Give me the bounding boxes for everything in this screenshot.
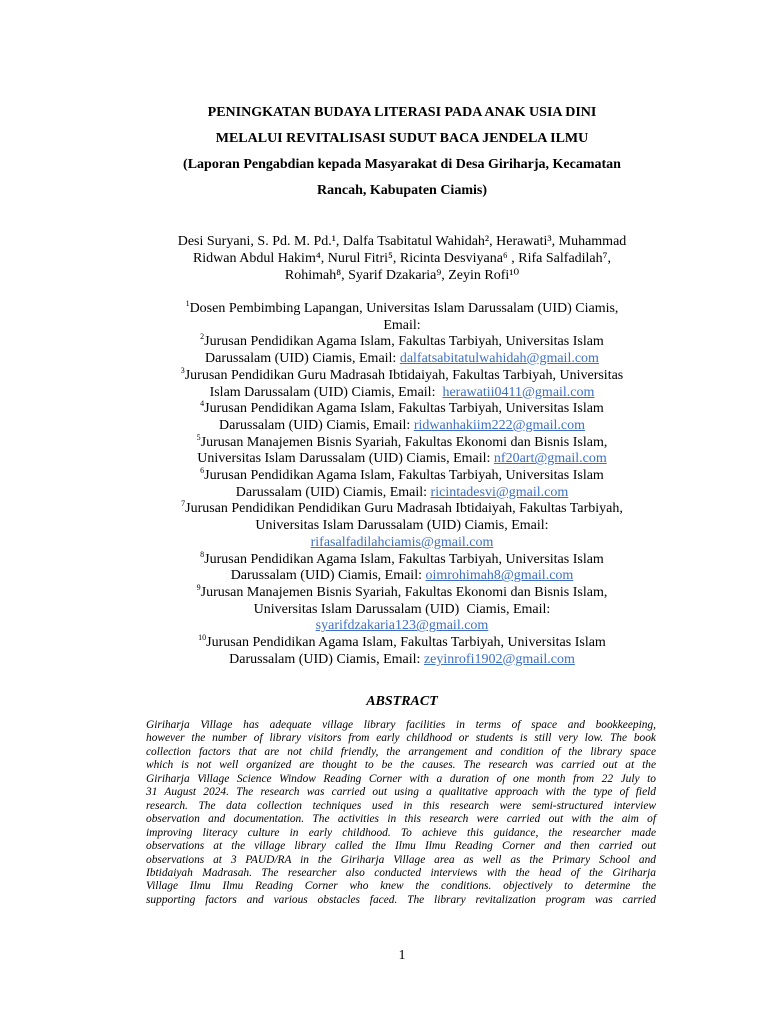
affiliation-number: 6 (200, 466, 205, 476)
abstract-line: which is not well organized are thought to be the causes. The research was carried out at the (146, 759, 656, 772)
affiliation-line (140, 568, 664, 585)
abstract-line: Ibtidaiyah Madrasah. The researcher also conducted interviews with the head of the Giriharja (146, 866, 656, 879)
email-link[interactable]: syarifdzakaria123@gmail.com (315, 618, 489, 634)
affiliation-text: Darussalam (UID) Ciamis, Email: (235, 484, 431, 500)
abstract-body (146, 719, 656, 907)
affiliation-text: Darussalam (UID) Ciamis, Email: (219, 417, 414, 433)
email-link[interactable]: oimrohimah8@gmail.com (425, 568, 574, 584)
email-link[interactable]: nf20art@gmail.com (493, 451, 607, 467)
affiliation-number: 1 (185, 299, 190, 308)
affiliation-text: Islam Darussalam (UID) Ciamis, Email: (209, 384, 443, 400)
affiliation-line (140, 468, 664, 485)
abstract-line: observations at 3 PAUD/RA in the Giriharja Village area as well as the Primary School and (146, 853, 656, 866)
affiliation-text: Universitas Islam Darussalam (UID) Ciamis, Email: (255, 518, 549, 534)
affiliation-text: Jurusan Pendidikan Pendidikan Guru Madrasah Ibtidaiyah, Fakultas Tarbiyah, (185, 501, 623, 517)
affiliation-text: Dosen Pembimbing Lapangan, Universitas Islam Darussalam (UID) Ciamis, (189, 301, 619, 316)
abstract-line: research. The data collection techniques used in this research were semi-structured interview (146, 799, 656, 812)
affiliation-line (140, 501, 664, 518)
affiliation-list (140, 301, 664, 668)
affiliation-text: Darussalam (UID) Ciamis, Email: (229, 651, 424, 667)
abstract-line: supporting factors and various obstacles faced. The library revitalization program was carried (146, 893, 656, 906)
affiliation-text: Jurusan Pendidikan Agama Islam, Fakultas Tarbiyah, Universitas Islam (204, 551, 604, 567)
email-link[interactable]: ricintadesvi@gmail.com (430, 484, 569, 500)
author-list (110, 233, 694, 284)
affiliation-number: 2 (200, 332, 205, 342)
affiliation-text: Jurusan Pendidikan Agama Islam, Fakultas Tarbiyah, Universitas Islam (204, 334, 604, 350)
subtitle-line: (Laporan Pengabdian kepada Masyarakat di Desa Giriharja, Kecamatan (183, 157, 621, 172)
abstract-line: collection factors that are not child friendly, the arrangement and condition of the library space (146, 745, 656, 758)
affiliation-text: Jurusan Pendidikan Agama Islam, Fakultas Tarbiyah, Universitas Islam (204, 468, 604, 484)
email-link[interactable]: dalfatsabitatulwahidah@gmail.com (399, 351, 599, 367)
abstract-line: Village Ilmu Ilmu Reading Corner who knew the conditions. objectively to determine the (146, 880, 656, 893)
affiliation-number: 3 (180, 365, 185, 375)
author-line: Ridwan Abdul Hakim⁴, Nurul Fitri⁵, Ricinta Desviyana⁶ , Rifa Salfadilah⁷, (192, 251, 612, 266)
affiliation-number: 10 (198, 633, 207, 643)
affiliation-text: Darussalam (UID) Ciamis, Email: (205, 351, 400, 367)
affiliation-number: 8 (200, 549, 205, 559)
email-link[interactable]: herawatii0411@gmail.com (442, 384, 595, 400)
abstract-line: Giriharja Village has adequate village library facilities in terms of space and bookkeeping, (146, 719, 656, 731)
title-line: MELALUI REVITALISASI SUDUT BACA JENDELA ILMU (215, 131, 589, 146)
affiliation-line (140, 418, 664, 435)
affiliation-line (140, 535, 664, 552)
affiliation-text: Jurusan Pendidikan Agama Islam, Fakultas Tarbiyah, Universitas Islam (206, 635, 606, 651)
affiliation-line (140, 318, 664, 335)
abstract-line: 31 August 2024. The research was carried out using a qualitative approach with the type of field (146, 786, 656, 799)
subtitle-line: Rancah, Kabupaten Ciamis) (317, 183, 487, 198)
affiliation-line (140, 485, 664, 502)
affiliation-number: 4 (200, 399, 205, 409)
affiliation-line (140, 602, 664, 619)
author-line: Desi Suryani, S. Pd. M. Pd.¹, Dalfa Tsabitatul Wahidah², Herawati³, Muhammad (177, 234, 627, 249)
affiliation-text: Darussalam (UID) Ciamis, Email: (230, 568, 426, 584)
affiliation-text: Universitas Islam Darussalam (UID) Ciamis, Email: (253, 601, 551, 617)
affiliation-line (140, 518, 664, 535)
email-link[interactable]: rifasalfadilahciamis@gmail.com (310, 534, 494, 550)
affiliation-line (140, 549, 664, 569)
abstract-line: observations at the village library called the Ilmu Ilmu Reading Corner and then carried out (146, 840, 656, 853)
paper-title (110, 100, 694, 204)
abstract-heading: ABSTRACT (366, 694, 438, 709)
affiliation-line (140, 401, 664, 418)
affiliation-line (140, 635, 664, 652)
email-link[interactable]: zeyinrofi1902@gmail.com (423, 651, 575, 667)
abstract-line: however the number of library visitors from early childhood or students is still very low. The book (146, 732, 656, 745)
affiliation-line (140, 334, 664, 351)
affiliation-line (140, 365, 664, 385)
abstract-line: improving literacy culture in early childhood. To achieve this guidance, the researcher made (146, 826, 656, 839)
affiliation-text: Universitas Islam Darussalam (UID) Ciamis, Email: (197, 451, 494, 467)
affiliation-number: 9 (196, 582, 201, 592)
affiliation-line (140, 301, 664, 318)
affiliation-number: 5 (196, 432, 201, 442)
affiliation-line (140, 618, 664, 635)
abstract-line: Giriharja Village Science Window Reading Corner with a duration of one month from 22 July to (146, 772, 656, 785)
affiliation-line (140, 432, 664, 452)
email-link[interactable]: ridwanhakiim222@gmail.com (413, 417, 585, 433)
affiliation-text: Jurusan Pendidikan Guru Madrasah Ibtidaiyah, Fakultas Tarbiyah, Universitas (184, 367, 624, 383)
page-number: 1 (398, 948, 406, 963)
affiliation-text: Jurusan Manajemen Bisnis Syariah, Fakultas Ekonomi dan Bisnis Islam, (200, 434, 608, 450)
affiliation-line (140, 385, 664, 402)
affiliation-number: 7 (181, 499, 186, 509)
affiliation-line (140, 652, 664, 669)
affiliation-text: Jurusan Manajemen Bisnis Syariah, Fakultas Ekonomi dan Bisnis Islam, (200, 584, 608, 600)
affiliation-line (140, 582, 664, 602)
title-line: PENINGKATAN BUDAYA LITERASI PADA ANAK USIA DINI (207, 105, 597, 120)
affiliation-line (140, 351, 664, 368)
affiliation-line (140, 451, 664, 468)
affiliation-text: Email: (383, 317, 421, 333)
affiliation-text: Jurusan Pendidikan Agama Islam, Fakultas Tarbiyah, Universitas Islam (204, 401, 604, 417)
author-line: Rohimah⁸, Syarif Dzakaria⁹, Zeyin Rofi¹⁰ (284, 268, 520, 283)
abstract-line: observation and documentation. The activities in this research were carried out with the aim of (146, 813, 656, 826)
